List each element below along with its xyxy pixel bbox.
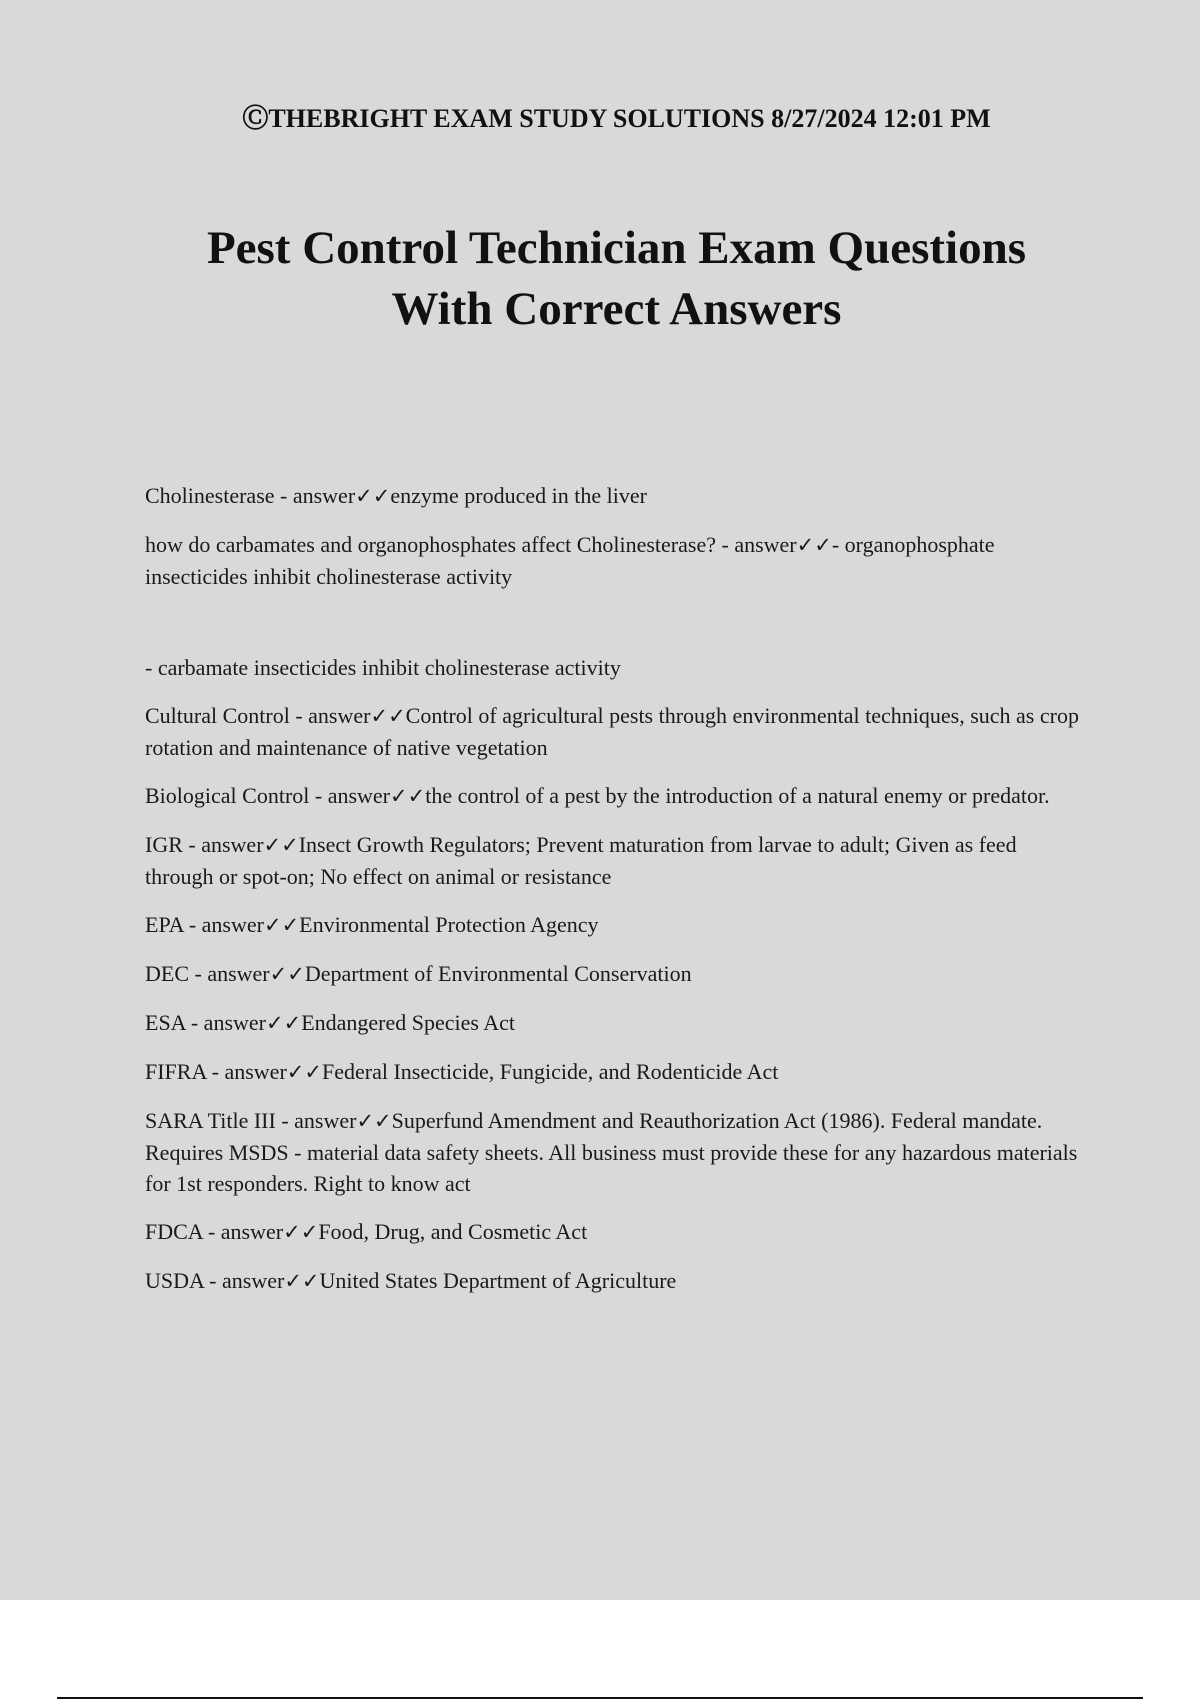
check-mark-icon: ✓✓ bbox=[796, 533, 832, 557]
qa-answer: the control of a pest by the introduction of a natural enemy or predator. bbox=[425, 783, 1050, 808]
qa-term: Biological Control - answer bbox=[145, 783, 391, 808]
qa-answer: Environmental Protection Agency bbox=[299, 912, 599, 937]
qa-term: EPA - answer bbox=[145, 912, 264, 937]
check-mark-icon: ✓✓ bbox=[265, 1011, 302, 1035]
qa-answer: Superfund Amendment and Reauthorization Act (1986). Federal mandate. Requires MSDS - material data safety sheets. All business must provide these for any hazardous materials for 1st responders. Right to know act bbox=[145, 1108, 1078, 1196]
qa-answer: Endangered Species Act bbox=[301, 1010, 515, 1035]
check-mark-icon: ✓✓ bbox=[283, 1220, 319, 1244]
qa-answer: Federal Insecticide, Fungicide, and Rodenticide Act bbox=[321, 1059, 779, 1084]
qa-entry-dec bbox=[145, 958, 1085, 990]
qa-term: SARA Title III - answer bbox=[145, 1108, 357, 1133]
qa-answer: United States Department of Agriculture bbox=[319, 1268, 677, 1293]
qa-list bbox=[145, 480, 1085, 1314]
qa-entry-carbamates bbox=[145, 529, 1085, 592]
qa-term: DEC - answer bbox=[145, 961, 270, 986]
qa-entry-biological-control bbox=[145, 780, 1085, 812]
qa-entry-epa bbox=[145, 909, 1085, 941]
qa-entry-cholinesterase bbox=[145, 480, 1085, 512]
qa-term: Cholinesterase - answer bbox=[145, 483, 356, 508]
qa-entry-carbamate-continuation bbox=[145, 652, 1085, 683]
page-footer-divider bbox=[57, 1697, 1143, 1699]
copyright-header: ⒸTHEBRIGHT EXAM STUDY SOLUTIONS 8/27/2024 12:01 PM bbox=[242, 104, 991, 133]
check-mark-icon: ✓✓ bbox=[356, 1109, 392, 1133]
qa-term: Cultural Control - answer bbox=[145, 703, 371, 728]
qa-term: IGR - answer bbox=[145, 832, 264, 857]
qa-answer: Food, Drug, and Cosmetic Act bbox=[318, 1219, 588, 1244]
document-title bbox=[0, 218, 1200, 340]
qa-answer: - organophosphate insecticides inhibit cholinesterase activity bbox=[145, 532, 995, 589]
qa-term: USDA - answer bbox=[145, 1268, 285, 1293]
qa-entry-esa bbox=[145, 1007, 1085, 1039]
check-mark-icon: ✓✓ bbox=[286, 1060, 322, 1084]
qa-answer: Control of agricultural pests through environmental techniques, such as crop rotation and maintenance of native vegetation bbox=[145, 703, 1079, 760]
check-mark-icon: ✓✓ bbox=[269, 962, 305, 986]
check-mark-icon: ✓✓ bbox=[390, 784, 426, 808]
qa-entry-fdca bbox=[145, 1216, 1085, 1248]
title-line-2: With Correct Answers bbox=[391, 283, 842, 335]
qa-term: how do carbamates and organophosphates affect Cholinesterase? - answer bbox=[145, 532, 797, 557]
qa-answer: enzyme produced in the liver bbox=[390, 483, 647, 508]
check-mark-icon: ✓✓ bbox=[370, 704, 406, 728]
check-mark-icon: ✓✓ bbox=[263, 913, 300, 937]
qa-term: FIFRA - answer bbox=[145, 1059, 287, 1084]
qa-entry-fifra bbox=[145, 1056, 1085, 1088]
qa-term: ESA - answer bbox=[145, 1010, 266, 1035]
title-line-1: Pest Control Technician Exam Questions bbox=[206, 222, 1027, 274]
qa-entry-igr bbox=[145, 829, 1085, 892]
qa-answer: Insect Growth Regulators; Prevent maturation from larvae to adult; Given as feed through or spot-on; No effect on animal or resistance bbox=[145, 832, 1017, 889]
check-mark-icon: ✓✓ bbox=[355, 484, 391, 508]
qa-answer: Department of Environmental Conservation bbox=[304, 961, 692, 986]
qa-answer: - carbamate insecticides inhibit cholinesterase activity bbox=[145, 655, 621, 680]
qa-entry-usda bbox=[145, 1265, 1085, 1297]
qa-entry-sara-title-iii bbox=[145, 1105, 1085, 1199]
check-mark-icon: ✓✓ bbox=[284, 1269, 320, 1293]
qa-term: FDCA - answer bbox=[145, 1219, 284, 1244]
qa-entry-cultural-control bbox=[145, 700, 1085, 763]
check-mark-icon: ✓✓ bbox=[263, 833, 299, 857]
